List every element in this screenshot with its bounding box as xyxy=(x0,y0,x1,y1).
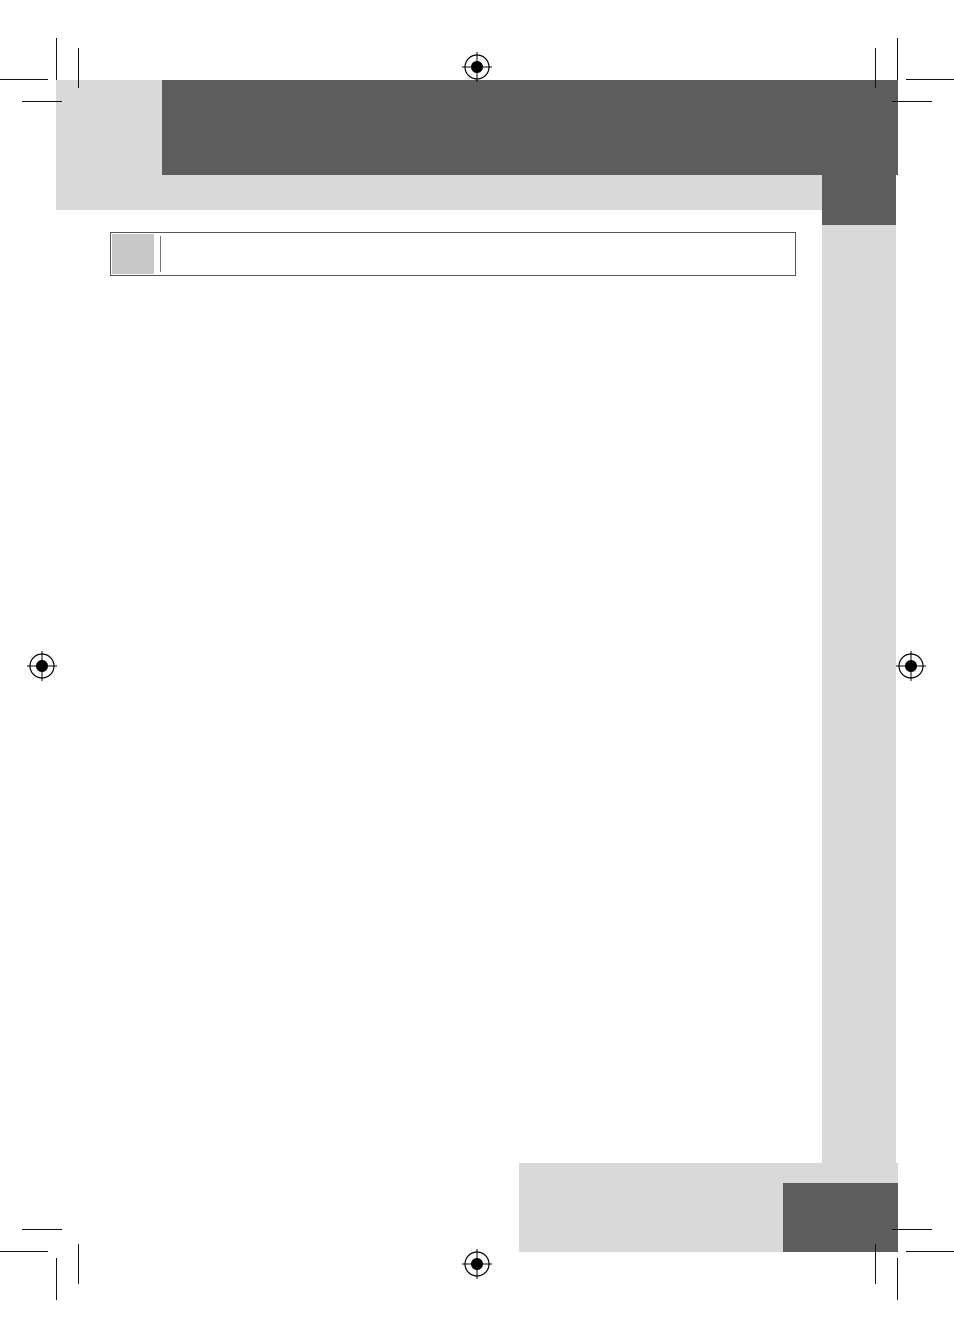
crop-mark xyxy=(906,79,954,80)
registration-mark-icon xyxy=(27,651,57,681)
crop-mark xyxy=(22,1229,62,1230)
crop-mark xyxy=(875,48,876,88)
active-language-highlight xyxy=(822,175,896,225)
crop-mark xyxy=(56,38,57,80)
crop-mark xyxy=(78,48,79,88)
header-band xyxy=(162,80,898,175)
registration-mark-icon xyxy=(462,1249,492,1279)
badge-divider xyxy=(160,236,161,272)
crop-mark xyxy=(78,1244,79,1284)
crop-mark xyxy=(0,79,48,80)
page-number-box xyxy=(783,1183,898,1252)
language-sidebar xyxy=(822,175,896,1163)
warranty-text xyxy=(109,294,799,330)
crop-mark xyxy=(22,101,62,102)
crop-mark xyxy=(892,1229,932,1230)
crop-mark xyxy=(906,1251,954,1252)
warranty-badge-icon xyxy=(112,234,154,274)
crop-mark xyxy=(875,1244,876,1284)
crop-mark xyxy=(56,1258,57,1300)
crop-mark xyxy=(897,1258,898,1300)
registration-mark-icon xyxy=(462,52,492,82)
frame-top-band xyxy=(56,175,896,210)
section-header-box xyxy=(110,232,796,276)
registration-mark-icon xyxy=(896,651,926,681)
crop-mark xyxy=(897,38,898,80)
crop-mark xyxy=(0,1251,48,1252)
crop-mark xyxy=(892,101,932,102)
